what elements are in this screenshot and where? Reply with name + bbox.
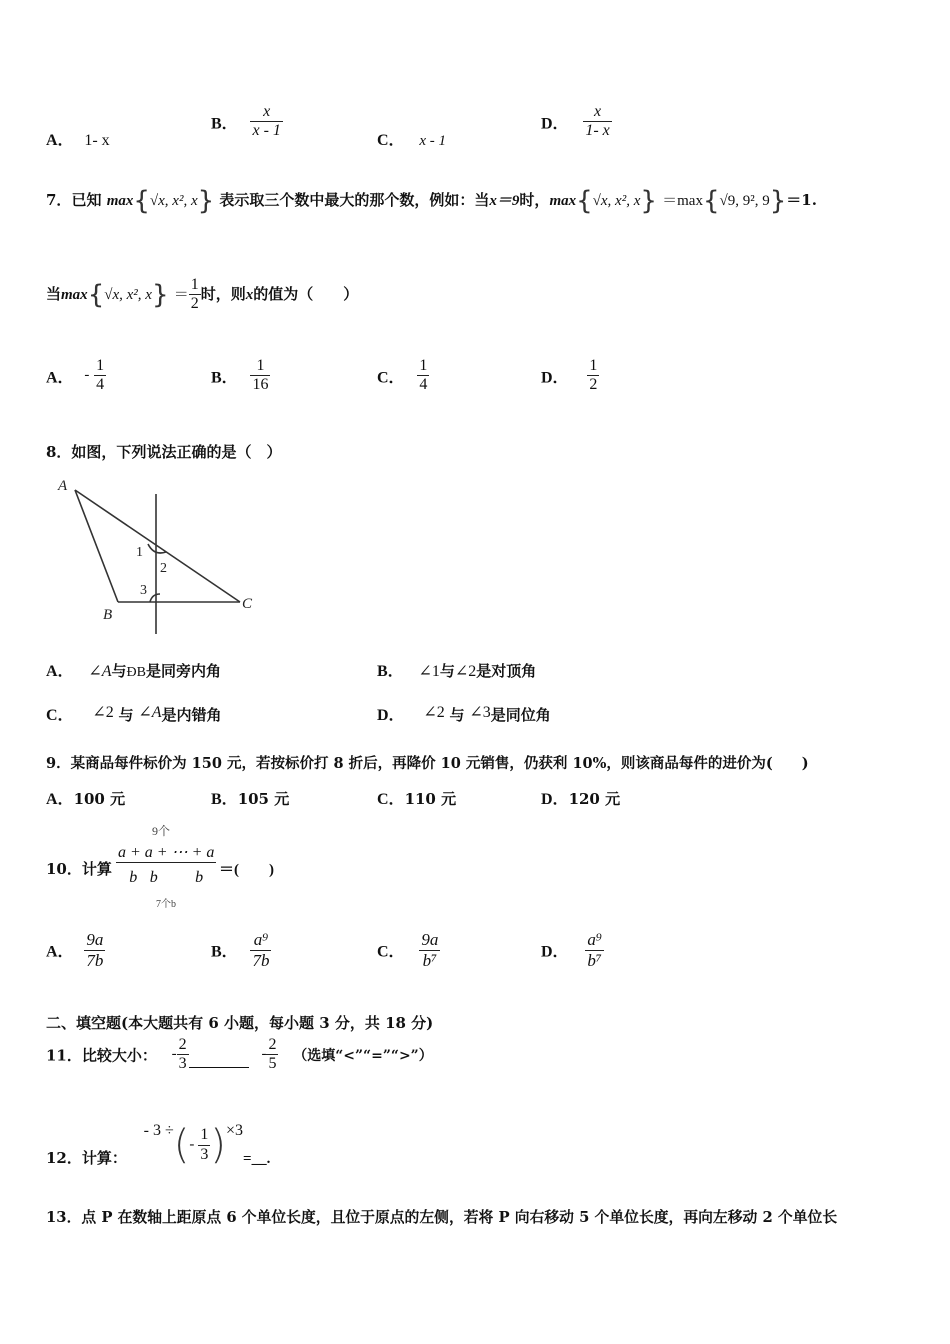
option-expr: x - 1 — [419, 133, 446, 149]
angle: ∠2 — [454, 663, 477, 680]
denominator: 5 — [268, 1055, 277, 1073]
q8-option-d — [377, 702, 551, 725]
fraction — [419, 930, 440, 970]
option-label: C． — [377, 369, 405, 387]
text: 的值为（ ） — [253, 284, 359, 303]
q11 — [46, 1036, 433, 1074]
sign: - — [171, 1046, 177, 1063]
side-ac — [75, 490, 240, 602]
max-fn: max — [106, 193, 134, 209]
q10-label: 10．计算 — [46, 860, 112, 878]
text: 是内错角 — [161, 706, 222, 724]
example-set: √9, 9², 9 — [719, 193, 770, 209]
side-ab — [75, 490, 118, 602]
denominator: 3 — [200, 1145, 209, 1163]
denominator: b⁷ — [587, 950, 602, 970]
numerator: 2 — [177, 1036, 189, 1055]
x-value: x＝9 — [489, 193, 520, 209]
denominator: 2 — [190, 295, 199, 313]
option-label: D． — [377, 707, 405, 724]
angle: ∠A — [138, 704, 162, 721]
fraction — [198, 1126, 210, 1164]
fraction — [417, 357, 429, 395]
option-label: B． — [211, 943, 238, 961]
numerator: x — [250, 103, 282, 122]
angle: ∠3 — [469, 704, 491, 721]
option-label: C． — [377, 791, 405, 808]
q7-option-a — [46, 357, 106, 395]
option-label: D． — [541, 791, 569, 808]
max-fn: max — [61, 286, 88, 303]
q10-fraction — [116, 842, 216, 887]
label-c: C — [242, 596, 253, 612]
fraction — [84, 930, 105, 970]
denominator: 16 — [252, 376, 269, 394]
q9-option-c — [377, 786, 456, 809]
answer-blank[interactable]: =__. — [243, 1151, 271, 1167]
option-label: B． — [211, 369, 238, 387]
angle: ∠1 — [418, 663, 440, 680]
option-label: A． — [46, 369, 74, 387]
denominator: 4 — [96, 376, 105, 394]
denominator: b􏰀b􏰀⋯􏰀b — [129, 869, 204, 886]
angle: ∠2 — [423, 704, 445, 721]
text: 与 — [111, 662, 127, 680]
fraction — [250, 103, 282, 141]
q7-line-1 — [46, 186, 817, 216]
fraction — [250, 357, 270, 395]
text: 是同位角 — [490, 706, 551, 724]
numerator: 1 — [250, 357, 270, 376]
numerator: 1 — [587, 357, 599, 376]
question-label: 11．比较大小： — [46, 1046, 157, 1065]
numerator: 2 — [266, 1036, 278, 1055]
denominator: 2 — [589, 376, 598, 394]
question-number: 7． — [46, 191, 72, 209]
text: 已知 — [71, 191, 102, 209]
denominator: b⁷ — [422, 950, 438, 970]
numerator: 9a — [86, 930, 104, 949]
brace-left: { — [133, 186, 150, 216]
description: 表示取三个数中最大的那个数，例如：当 — [219, 191, 490, 209]
q13-text: 13．点 P 在数轴上距原点 6 个单位长度，且位于原点的左侧，若将 P 向右移动 5 个单位长度，再向左移动 2 个单位长 — [46, 1209, 838, 1226]
option-label: C． — [377, 943, 405, 961]
text: 与 — [439, 662, 455, 680]
q8-question: 8．如图，下列说法正确的是（ ） — [46, 443, 282, 461]
fraction-2 — [266, 1036, 278, 1074]
set-expr: √x, x², x — [104, 286, 152, 303]
numerator: 1 — [198, 1126, 210, 1145]
denominator: 7b — [86, 950, 104, 970]
q6-option-d — [541, 103, 612, 141]
sign: - — [84, 367, 90, 384]
option-label: B． — [211, 791, 238, 808]
text: 时， — [519, 191, 550, 209]
q10-option-d — [541, 930, 604, 970]
q8-option-c — [46, 702, 222, 725]
option-label: D． — [541, 369, 569, 387]
angle: ÐB — [126, 665, 146, 680]
label-angle-1: 1 — [136, 545, 143, 560]
brace-right: } — [640, 186, 657, 216]
angle: ∠A — [88, 663, 112, 680]
q10-bottom-brace-note: 7个b — [156, 899, 176, 910]
question-label: 12．计算： — [46, 1149, 127, 1167]
option-label: D． — [541, 943, 569, 961]
section-title: 二、填空题(本大题共有 6 小题，每小题 3 分，共 18 分) — [46, 1014, 434, 1032]
result: ＝1. — [786, 191, 817, 209]
q8-option-b — [377, 658, 536, 681]
numerator: x — [583, 103, 611, 122]
q10-option-c — [377, 930, 440, 970]
denominator: 3 — [178, 1055, 187, 1073]
numerator: 1 — [417, 357, 429, 376]
option-label: A． — [46, 791, 74, 808]
option-expr: 1- x — [84, 132, 110, 149]
q9-question: 9．某商品每件标价为 150 元，若按标价打 8 折后，再降价 10 元销售，仍获利 10%，则该商品每件的进价为( ) — [46, 755, 809, 772]
text: 时，则 — [200, 284, 246, 303]
brace-left: { — [702, 186, 720, 216]
q10-option-a — [46, 930, 105, 970]
option-text: 110 元 — [404, 790, 457, 808]
option-text: 105 元 — [237, 790, 290, 808]
numerator: a + a + ⋯ + a — [118, 844, 215, 861]
hint: （选填“<”“=”“>”） — [293, 1047, 433, 1064]
sign: - — [189, 1136, 195, 1153]
q9-option-b — [211, 786, 289, 809]
variable: x — [245, 286, 254, 303]
text: 与 — [118, 706, 134, 724]
fraction — [583, 103, 611, 141]
expr-pre: - 3 ÷ — [143, 1122, 174, 1139]
q7-option-d — [541, 357, 599, 395]
numerator: a⁹ — [250, 930, 271, 951]
triangle-figure — [50, 472, 280, 637]
q9-option-d — [541, 786, 620, 809]
option-label: A． — [46, 132, 74, 149]
q9-option-a — [46, 786, 125, 809]
denominator: 4 — [419, 376, 428, 394]
sign: - — [261, 1046, 267, 1063]
set-expr: √x, x², x — [592, 193, 641, 209]
q10-tail: ＝( ) — [219, 862, 274, 878]
text: 当 — [46, 284, 62, 303]
answer-blank[interactable] — [189, 1067, 249, 1068]
max-fn: max — [549, 193, 577, 209]
brace-left: { — [576, 186, 593, 216]
equals-max: ＝max — [662, 193, 703, 209]
q7-option-b — [211, 357, 270, 395]
numerator: 1 — [189, 276, 201, 295]
label-b: B — [103, 607, 113, 623]
label-angle-2: 2 — [160, 561, 167, 576]
q6-option-a — [46, 127, 110, 150]
brace-left: { — [87, 279, 105, 310]
q7-option-c — [377, 357, 429, 395]
text: 是同旁内角 — [146, 662, 222, 680]
option-label: C． — [377, 132, 405, 149]
fraction — [585, 930, 603, 970]
option-label: B． — [211, 115, 238, 133]
set-expr: √x, x², x — [149, 193, 198, 209]
fraction-half — [189, 276, 201, 314]
brace-right: } — [769, 186, 787, 216]
brace-right: } — [151, 279, 169, 310]
q7-line-2 — [46, 276, 358, 314]
option-label: D． — [541, 115, 569, 133]
denominator: 1- x — [585, 122, 610, 140]
fraction-1 — [177, 1036, 189, 1074]
option-label: A． — [46, 663, 74, 680]
paren-right: ) — [210, 1122, 226, 1168]
denominator: 7b — [252, 950, 270, 970]
paren-left: ( — [173, 1122, 190, 1168]
option-label: A． — [46, 943, 74, 961]
fraction — [94, 357, 106, 395]
q8-option-a — [46, 658, 221, 681]
option-label: B． — [377, 663, 404, 680]
fraction — [587, 357, 599, 395]
q10-top-brace-note: 􏰂 􏰃􏰄 9个􏰅 􏰆 — [118, 824, 192, 838]
text: 是对顶角 — [476, 662, 537, 680]
numerator: 1 — [94, 357, 106, 376]
brace-right: } — [197, 186, 215, 216]
option-label: C． — [46, 707, 74, 724]
q6-option-b — [211, 103, 283, 141]
numerator: 9a — [421, 930, 439, 949]
angle-arc-3 — [150, 594, 160, 602]
numerator: a⁹ — [587, 930, 602, 949]
q10-option-b — [211, 930, 271, 970]
equals: ＝ — [173, 286, 189, 303]
option-text: 120 元 — [568, 790, 621, 808]
q6-option-c — [377, 127, 446, 150]
q12 — [46, 1122, 270, 1168]
denominator: x - 1 — [252, 122, 281, 140]
option-text: 100 元 — [73, 790, 126, 808]
angle: ∠2 — [92, 704, 114, 721]
expr-post: ×3 — [225, 1122, 244, 1139]
fraction — [250, 930, 271, 970]
label-angle-3: 3 — [140, 583, 147, 598]
text: 与 — [449, 706, 465, 724]
label-a: A — [58, 478, 68, 494]
